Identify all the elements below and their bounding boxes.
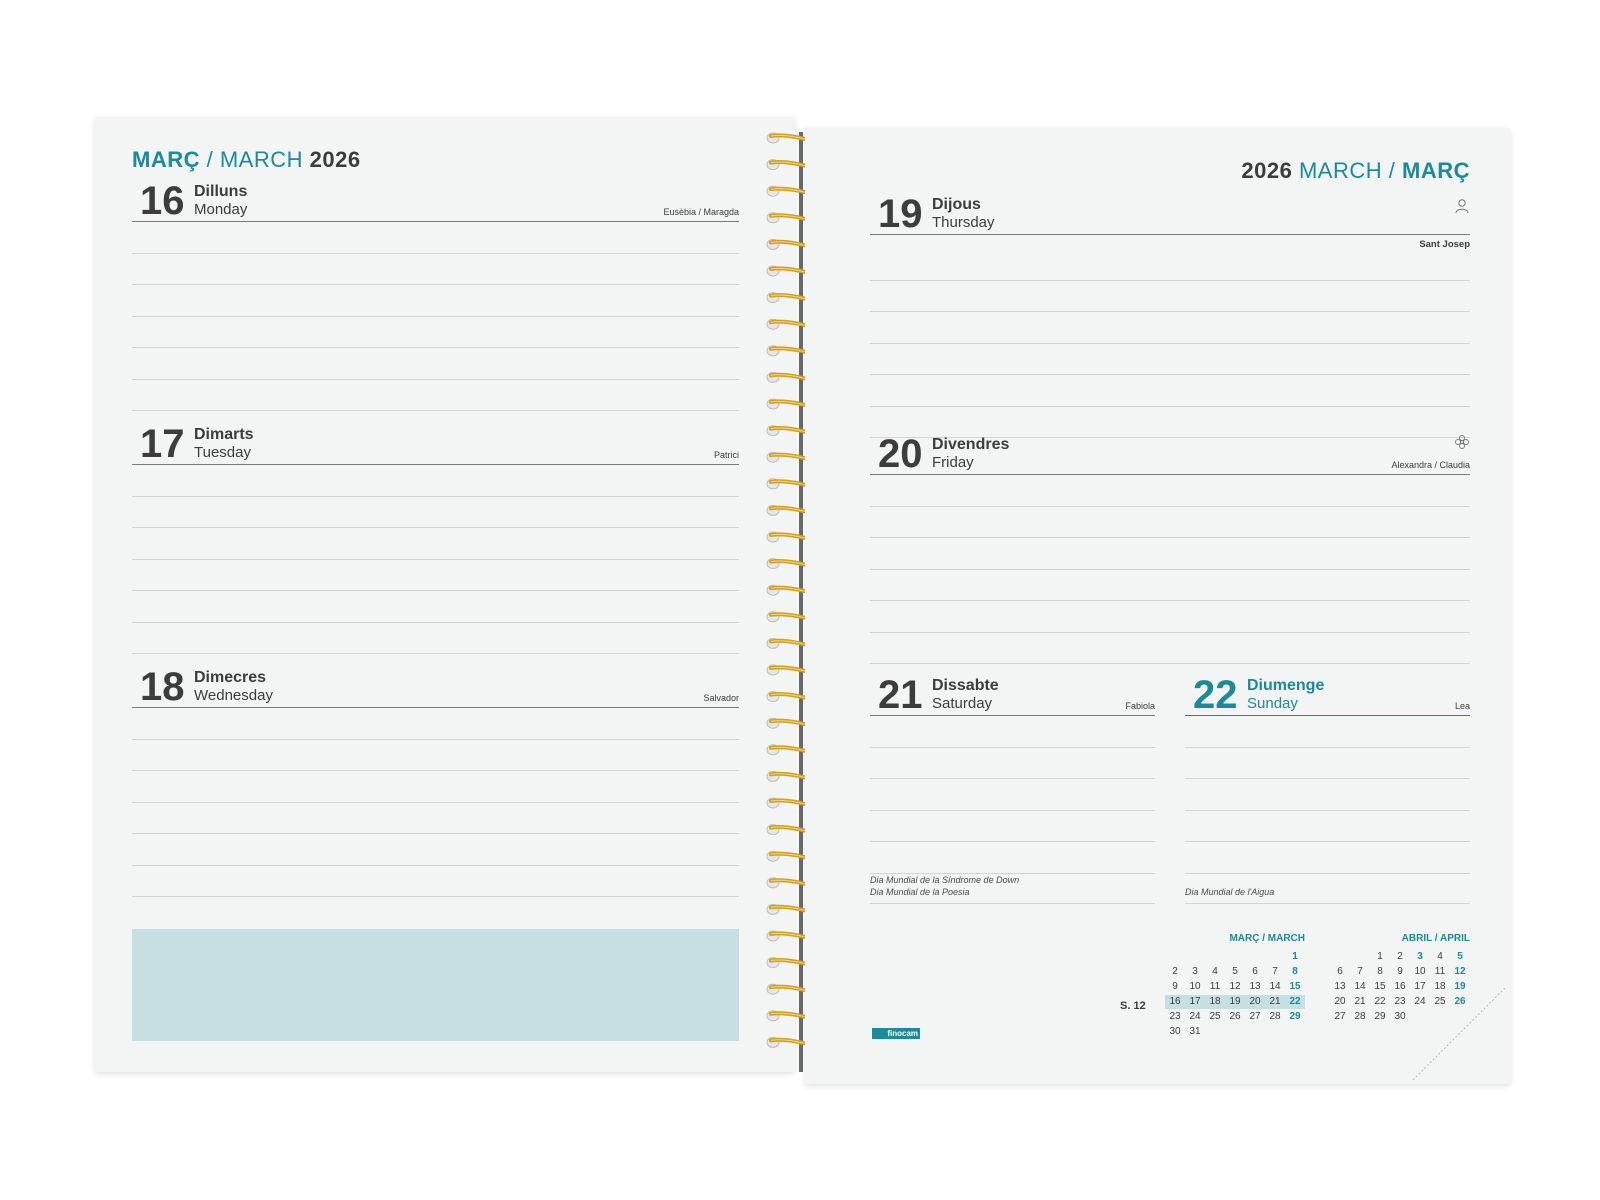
world-day-note: Dia Mundial de la Síndrome de Down xyxy=(870,875,1020,885)
day-name-ca: Dijous xyxy=(932,196,981,213)
day-block-20 xyxy=(870,430,1470,664)
mini-calendar-day: 12 xyxy=(1454,966,1466,977)
mini-calendar-day: 1 xyxy=(1292,951,1298,962)
finocam-logo xyxy=(872,1028,920,1039)
day-name-ca: Diumenge xyxy=(1247,677,1325,694)
mini-calendar-day: 8 xyxy=(1292,966,1298,977)
day-block-21 xyxy=(870,671,1155,897)
world-day-note: Dia Mundial de la Poesia xyxy=(870,887,970,897)
mini-calendar-day: 3 xyxy=(1192,966,1198,977)
mini-calendar-day: 17 xyxy=(1414,981,1426,992)
month-name-ca: MARÇ xyxy=(1402,158,1470,183)
day-block-16 xyxy=(132,177,739,411)
mini-calendar-day: 30 xyxy=(1394,1011,1406,1022)
day-block-22 xyxy=(1185,671,1470,897)
mini-calendar-march xyxy=(1165,933,1305,1039)
mini-calendar-day: 28 xyxy=(1354,1011,1366,1022)
day-name-en: Wednesday xyxy=(194,687,273,704)
month-name-ca: MARÇ xyxy=(132,147,200,172)
mini-calendar-day: 22 xyxy=(1285,995,1305,1009)
mini-calendar-day: 24 xyxy=(1414,996,1426,1007)
mini-calendar-day: 23 xyxy=(1394,996,1406,1007)
day-name-en: Monday xyxy=(194,201,248,218)
mini-calendar-day: 10 xyxy=(1414,966,1426,977)
saint-name: Fabiola xyxy=(1125,701,1155,711)
mini-calendar-day: 2 xyxy=(1172,966,1178,977)
day-number: 19 xyxy=(878,192,923,236)
day-header xyxy=(132,663,739,708)
day-name-ca: Dimarts xyxy=(194,426,254,443)
mini-calendar-day xyxy=(1285,1025,1305,1039)
mini-calendar-day: 12 xyxy=(1229,981,1241,992)
mini-calendar-day: 9 xyxy=(1397,966,1403,977)
mini-calendar-day: 1 xyxy=(1377,951,1383,962)
mini-calendar-day xyxy=(1165,950,1185,964)
mini-calendar-day: 27 xyxy=(1249,1011,1261,1022)
month-name-en: MARCH xyxy=(1298,158,1383,183)
day-name-en: Sunday xyxy=(1247,695,1298,712)
mini-calendar-day: 18 xyxy=(1205,995,1225,1009)
mini-calendar-day xyxy=(1245,950,1265,964)
day-header xyxy=(870,430,1470,475)
day-name-en: Thursday xyxy=(932,214,995,231)
mini-calendar-day: 10 xyxy=(1189,981,1201,992)
mini-calendar-day: 26 xyxy=(1229,1011,1241,1022)
mini-calendar-day: 13 xyxy=(1334,981,1346,992)
mini-calendar-day: 11 xyxy=(1434,966,1446,977)
flower-icon xyxy=(1454,434,1470,450)
day-block-19 xyxy=(870,190,1470,438)
day-header xyxy=(870,671,1155,716)
day-number: 21 xyxy=(878,673,923,717)
title-separator: / xyxy=(200,147,220,172)
mini-calendar-day: 25 xyxy=(1434,996,1446,1007)
day-number: 22 xyxy=(1193,673,1238,717)
mini-calendar-title: MARÇ / MARCH xyxy=(1229,933,1305,944)
mini-calendar-day: 22 xyxy=(1374,996,1386,1007)
mini-calendar-day: 20 xyxy=(1334,996,1346,1007)
day-number: 16 xyxy=(140,179,185,223)
right-page xyxy=(805,128,1510,1084)
mini-calendar-day: 16 xyxy=(1165,995,1185,1009)
mini-calendar-day xyxy=(1350,950,1370,964)
saint-name: Eusèbia / Maragda xyxy=(663,207,739,217)
mini-calendar-day: 5 xyxy=(1232,966,1238,977)
mini-calendar-day xyxy=(1185,950,1205,964)
mini-calendar-day: 21 xyxy=(1354,996,1366,1007)
mini-calendar-day: 20 xyxy=(1245,995,1265,1009)
mini-calendar-day: 13 xyxy=(1249,981,1261,992)
right-month-title xyxy=(1241,158,1470,184)
day-block-18 xyxy=(132,663,739,897)
mini-calendar-day: 16 xyxy=(1394,981,1406,992)
world-day-note: Dia Mundial de l'Aigua xyxy=(1185,887,1275,897)
mini-calendar-day xyxy=(1205,950,1225,964)
day-name-ca: Divendres xyxy=(932,436,1010,453)
mini-calendar-day: 4 xyxy=(1212,966,1218,977)
mini-calendar-day xyxy=(1205,1025,1225,1039)
mini-calendar-day xyxy=(1265,1025,1285,1039)
day-name-en: Friday xyxy=(932,454,974,471)
page-corner-perforation xyxy=(1405,988,1510,1083)
month-name-en: MARCH xyxy=(219,147,304,172)
mini-calendar-day: 11 xyxy=(1209,981,1221,992)
mini-calendar-day: 14 xyxy=(1354,981,1366,992)
mini-calendar-grid xyxy=(1165,950,1305,1039)
mini-calendar-day: 5 xyxy=(1457,951,1463,962)
mini-calendar-day xyxy=(1225,1025,1245,1039)
day-header xyxy=(1185,671,1470,716)
day-name-ca: Dilluns xyxy=(194,183,248,200)
logo-text: finocam xyxy=(887,1029,918,1038)
mini-calendar-day: 19 xyxy=(1225,995,1245,1009)
day-number: 17 xyxy=(140,422,185,466)
saint-name: Salvador xyxy=(703,693,739,703)
mini-calendar-day: 7 xyxy=(1272,966,1278,977)
week-number-label: S. 12 xyxy=(1120,1000,1146,1012)
mini-calendar-day: 6 xyxy=(1252,966,1258,977)
day-block-17 xyxy=(132,420,739,654)
mini-calendar-day: 8 xyxy=(1377,966,1383,977)
year: 2026 xyxy=(1241,158,1299,183)
mini-calendar-day xyxy=(1265,950,1285,964)
mini-calendar-day: 29 xyxy=(1289,1011,1301,1022)
saint-name: Patrici xyxy=(713,450,739,460)
mini-calendar-day: 26 xyxy=(1454,996,1466,1007)
mini-calendar-day: 29 xyxy=(1374,1011,1386,1022)
mini-calendar-day: 30 xyxy=(1169,1026,1181,1037)
notes-box xyxy=(132,929,739,1041)
day-name-en: Tuesday xyxy=(194,444,251,461)
day-number: 18 xyxy=(140,665,185,709)
left-month-title xyxy=(132,147,361,173)
mini-calendar-day: 15 xyxy=(1289,981,1301,992)
mini-calendar-day: 18 xyxy=(1434,981,1446,992)
mini-calendar-day: 2 xyxy=(1397,951,1403,962)
mini-calendar-day: 23 xyxy=(1169,1011,1181,1022)
day-name-en: Saturday xyxy=(932,695,993,712)
person-icon xyxy=(1454,198,1470,214)
mini-calendar-day: 6 xyxy=(1337,966,1343,977)
mini-calendar-day: 21 xyxy=(1265,995,1285,1009)
mini-calendar-day xyxy=(1225,950,1245,964)
mini-calendar-title: ABRIL / APRIL xyxy=(1401,933,1470,944)
mini-calendar-day xyxy=(1330,950,1350,964)
mini-calendar-day: 19 xyxy=(1454,981,1466,992)
mini-calendar-day: 7 xyxy=(1357,966,1363,977)
mini-calendar-day: 25 xyxy=(1209,1011,1221,1022)
mini-calendar-day: 28 xyxy=(1269,1011,1281,1022)
mini-calendar-day xyxy=(1245,1025,1265,1039)
day-header xyxy=(132,420,739,465)
mini-calendar-day: 31 xyxy=(1189,1026,1201,1037)
saint-name: Alexandra / Claudia xyxy=(1391,460,1470,470)
day-name-ca: Dimecres xyxy=(194,669,267,686)
saint-name: Sant Josep xyxy=(1419,239,1470,250)
mini-calendar-day: 15 xyxy=(1374,981,1386,992)
title-separator: / xyxy=(1382,158,1402,183)
day-header xyxy=(870,190,1470,235)
mini-calendar-day: 24 xyxy=(1189,1011,1201,1022)
day-header xyxy=(132,177,739,222)
day-number: 20 xyxy=(878,432,923,476)
mini-calendar-day: 3 xyxy=(1417,951,1423,962)
mini-calendar-day: 27 xyxy=(1334,1011,1346,1022)
saint-name: Lea xyxy=(1454,701,1470,711)
mini-calendar-day: 14 xyxy=(1269,981,1281,992)
mini-calendar-day: 4 xyxy=(1437,951,1443,962)
year: 2026 xyxy=(303,147,361,172)
mini-calendar-day: 9 xyxy=(1172,981,1178,992)
left-page xyxy=(95,117,795,1072)
day-name-ca: Dissabte xyxy=(932,677,999,694)
mini-calendar-day: 17 xyxy=(1185,995,1205,1009)
